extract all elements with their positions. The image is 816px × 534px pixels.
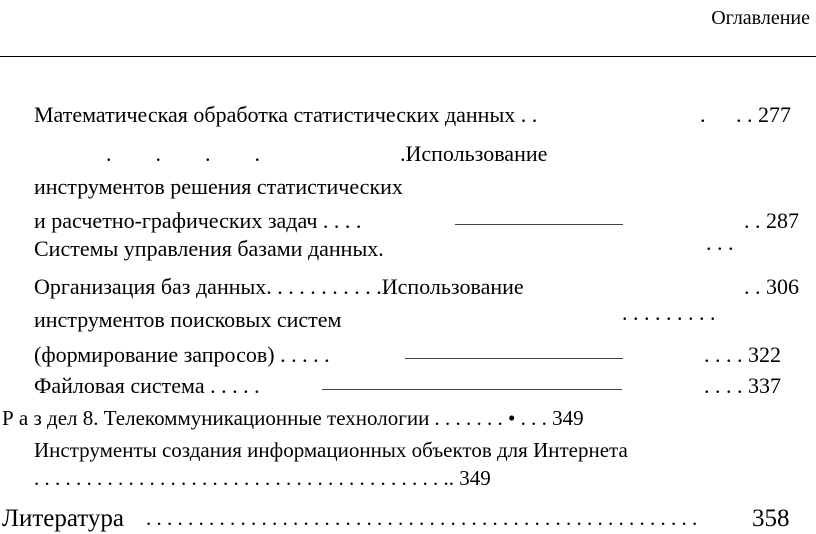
toc-page-number: . . 287 [744,208,799,233]
toc-entry-continuation: инструментов решения статистических [34,174,403,199]
toc-page-number: 358 [752,505,790,532]
toc-entry-dbms: Системы управления базами данных. [34,236,384,261]
toc-entry-literature: Литература [2,505,124,532]
toc-entry-internet-tools: Инструменты создания информационных объектов для Интернета [34,438,628,462]
toc-page-number: . . . . 322 [704,342,781,367]
toc-leader-line [405,358,623,359]
toc-page-number: . . 277 [736,102,791,127]
toc-entry-leader-page: . . . . . . . . . . . . . . . . . . . . . . . . . . . . . . . . . . . . . . . .. 349 [34,466,491,490]
toc-entry-usage: .Использование [400,141,548,166]
toc-entry-filesystem: Файловая система . . . . . [34,373,260,398]
toc-entry-db-organization: Организация баз данных. . . . . . . . . . .Использование [34,274,524,299]
toc-leader-line [455,224,623,225]
toc-stray-dots: . . . . . . . . . [622,300,716,325]
toc-entry-math-processing: Математическая обработка статистических данных . . [34,102,538,127]
toc-page-number: . . 306 [744,274,799,299]
toc-section-8: Р а з дел 8. Телекоммуникационные технологии . . . . . . . • . . . 349 [2,406,584,430]
toc-leader-line [322,389,622,390]
header-rule [0,56,816,57]
toc-stray-dots: . . . [706,230,734,255]
toc-stray-dots: . . . . [106,141,260,166]
toc-entry-queries: (формирование запросов) . . . . . [34,342,330,367]
toc-leader-dot: . [700,102,706,127]
toc-page-number: . . . . 337 [704,373,781,398]
running-header: Оглавление [711,7,810,29]
toc-entry-graphic-tasks: и расчетно-графических задач . . . . [34,208,362,233]
toc-entry-continuation: инструментов поисковых систем [34,307,342,332]
toc-leader-dots: . . . . . . . . . . . . . . . . . . . . . . . . . . . . . . . . . . . . . . . . . . . . . . . . . . . . . [146,506,698,530]
